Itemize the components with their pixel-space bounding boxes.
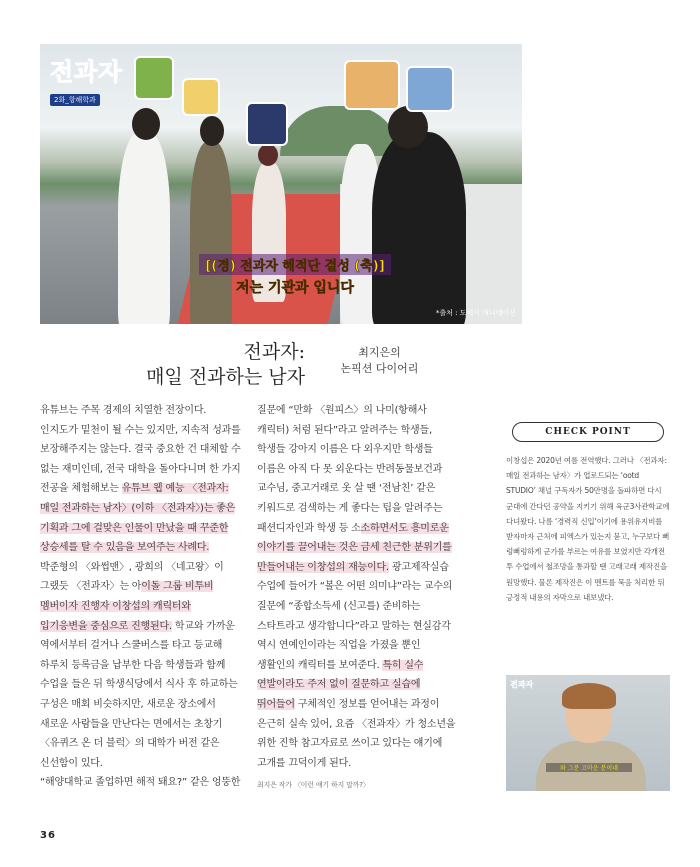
highlighted-text: 특히 실수 연발이라도 주저 없이 질문하고 실습에 뛰어들어: [257, 659, 424, 710]
photo-person-head: [132, 108, 160, 140]
photo-person-head: [200, 116, 224, 146]
side-photo-logo: 전과자: [510, 680, 534, 689]
body-text: 학교와 가까운 역에서부터 걸거나 스쿨버스를 타고 등교해 하루치 등록금을 납부한 다음 학생들과 함께 수업을 들은 뒤 학생식당에서 식사 후 하교하는 구성은 매회 비슷하지만, 새로운 장소에서 새로운 사람들을 만난다는 면에서는 초창기 〈유퀴즈 온 더 블럭〉의 대학가 버전 같은 신선함이 있다.: [40, 620, 238, 769]
body-text: 광고제작실습 수업에 들어가 “볼은 어떤 의미냐”라는 교수의 질문에 “종합소득세 (신고를) 준비하는 스타트라고 생각합니다”라고 말하는 현실감각 역시 연예인이라는 직업을 가졌을 뿐인 생활인의 캐릭터를 보여준다.: [257, 561, 453, 671]
body-column-2: [257, 401, 458, 791]
body-text: “해양대학교 졸업하면 해적 돼요?” 같은 엉뚱한: [40, 777, 241, 789]
hero-photo: [40, 44, 522, 324]
caption-line-2: 저는 기관과 입니다: [236, 280, 354, 296]
character-sticker: [406, 66, 454, 112]
caption-line-1: [(경) 전과자 해적단 결성 (축)]: [199, 254, 390, 275]
highlighted-text: 소하면서도 흥미로운 이야기를 끌어내는 것은 금세 친근한 분위기를 만들어내는 이창섭의 재능이다.: [257, 522, 452, 573]
page-number: 36: [40, 830, 56, 841]
body-text: 유튜브는 주목 경제의 치열한 전장이다. 인지도가 밑천이 될 수는 있지만, 지속적 성과를 보장해주지는 않는다. 결국 중요한 건 대체할 수 없는 재미인데, 전국 대학을 돌아다니며 한 가지 전공을 체험해보는: [40, 405, 241, 495]
article-title: [125, 340, 305, 390]
character-sticker: [246, 102, 288, 146]
photo-hill: [280, 106, 400, 156]
show-logo: 전과자 2화_항해학과: [50, 58, 123, 104]
character-sticker: [134, 56, 174, 100]
check-point-badge: CHECK POINT: [512, 422, 664, 442]
author-footnote: 최지은 작가 〈이런 얘기 하지 말까?〉: [257, 781, 370, 790]
highlighted-text: 유튜브 웹 예능 〈전과자: 매일 전과하는 남자〉(이하 〈전과자〉)는 좋은 기획과 그에 걸맞은 인물이 만났을 때 꾸준한 상승세를 탈 수 있음을 보여주는 사례다.: [40, 483, 236, 554]
character-sticker: [182, 78, 220, 116]
photo-person-head: [388, 106, 428, 148]
photo-person: [118, 132, 170, 324]
character-sticker: [344, 60, 400, 110]
column-series-title: [322, 345, 437, 377]
body-text: 질문에 “만화 〈원피스〉의 나미(항해사 캐릭터) 처럼 된다”라고 알려주는 학생들, 학생들 강아지 이름은 다 외우지만 학생들 이름은 아직 다 못 외운다는 반려동물보건과 교수님, 중고거래로 옷 살 땐 ‘전남친’ 같은 키워드로 검색하는 게 좋다는 팁을 알려주는 패션디자인과 학생 등 소: [257, 405, 443, 534]
series-title-line-1: 최지은의: [358, 346, 401, 359]
body-paragraph: [40, 401, 241, 793]
series-title-line-2: 논픽션 다이어리: [340, 362, 419, 375]
article-title-line-1: 전과자:: [243, 341, 305, 363]
photo-person-head: [258, 144, 278, 166]
body-paragraph: [257, 401, 458, 773]
video-caption: [190, 254, 400, 297]
highlighted-text: 이돌 그룹 비투비 멤버이자 진행자 이창섭의 캐릭터와 입기응변을 중심으로 진행된다.: [40, 581, 214, 632]
body-text: 박준형의 〈와썹맨〉, 광희의 〈네고왕〉이 그랬듯 〈전과자〉는 아: [40, 561, 224, 593]
photo-credit: *출처 : 도에이 애니메이션: [435, 309, 516, 317]
article-title-line-2: 매일 전과하는 남자: [146, 366, 305, 388]
body-column-1: [40, 401, 241, 793]
photo-person-hair: [562, 683, 616, 709]
side-photo: [506, 675, 670, 791]
side-photo-caption: 와 그분 고마운 분이네: [546, 763, 632, 772]
check-point-text: 이창섭은 2020년 여름 전역했다. 그러나 〈전과자: 매일 전과하는 남자〉가 업로드되는 ‘ootd STUDIO’ 채널 구독자가 50만명을 돌파하면 다시 군대에 간다던 공약을 지키기 위해 육군3사관학교에 다녀왔다. 나름 ‘경력직 신입’이기에 용위유지비를 받자마자 근처에 피엑스가 있는지 묻고, 누구보다 뻐렁뻐렁하게 군가를 부르는 여유를 보였지만 각개전투 수업에서 철조망을 통과할 땐 고래고래 제작진을 원망했다. 물론 제작진은 이 멘트를 묵음 처리한 뒤 긍정적 내용의 자막으로 내보냈다.: [506, 456, 670, 602]
body-text: 구체적인 정보를 얻어내는 과정이 은근히 실속 있어, 요즘 〈전과자〉가 청소년을 위한 진학 참고자료로 쓰이고 있다는 얘기에 고개를 끄덕이게 된다.: [257, 698, 456, 769]
